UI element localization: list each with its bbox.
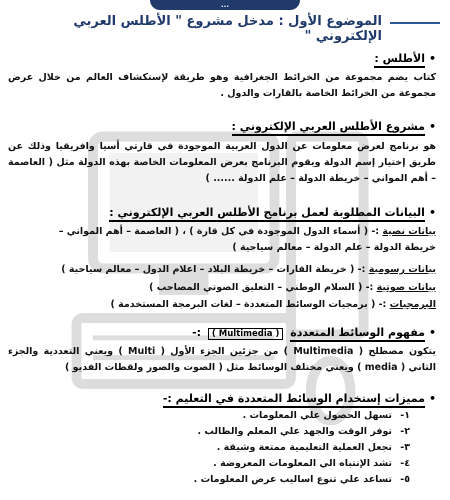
data-line-text-cont: خريطة الدولة – علم الدولة – معالم سياحية ) [232, 242, 436, 253]
list-item: ٢-توفر الوقت والجهد علي المعلم والطالب . [197, 426, 410, 437]
list-item: ١-تسهل الحصول علي المعلومات . [242, 410, 410, 421]
section-atlas-title: •الأطلس : [374, 52, 436, 65]
data-line-audio: بيانات صوتية :- ( السلام الوطني – التعليق الصوتي المصاحب ) [149, 282, 436, 293]
list-item: ٤-تشد الإنتباه الي المعلومات المعروضة . [213, 458, 410, 469]
section-multimedia-title: •مفهوم الوسائط المتعددة ( Multimedia ) :- [192, 326, 436, 339]
data-line-text: بيانات نصية :- ( أسماء الدول الموجودة في كل قارة ) ، ( العاصمة – أهم المواني – [58, 226, 436, 237]
bullet-icon: • [428, 326, 436, 339]
bullet-icon: • [428, 392, 436, 405]
section-project-title: •مشروع الأطلس العربي الإلكتروني : [232, 120, 436, 133]
bullet-icon: • [428, 120, 436, 133]
bullet-icon: • [428, 52, 436, 65]
multimedia-definition: يتكون مصطلح ( Multimedia ) من جزئين الجزء الأول ( Multi ) ويعني التعددية والجزء الثاني ( media ) ويعني مختلف الوسائط مثل ( الصوت والصور ولقطات الفديو ) [8, 346, 436, 373]
section-uses-title: •مميزات إستخدام الوسائط المتعددة في التعليم :- [163, 392, 436, 405]
top-banner-text: ... [221, 1, 229, 9]
page-title: الموضوع الأول : مدخل مشروع " الأطلس العربي الإلكتروني " [0, 14, 390, 44]
top-banner [150, 0, 300, 10]
multimedia-en-badge: ( Multimedia ) [208, 328, 283, 340]
project-definition: هو برنامج لعرض معلومات عن الدول العربية الموجودة في قارتي أسيا وافريقيا وذلك عن طريق إختيار إسم الدولة ويقوم البرنامج بعرض المعلومات الخاصة بهذه الدولة مثل ( العاصمة – أهم المواني – خريطة الدولة – علم الدولة ...... ) [8, 141, 436, 184]
list-item: ٥-تساعد علي تنوع اساليب عرض المعلومات . [193, 474, 410, 485]
uses-list [194, 408, 410, 488]
data-line-software: البرمجيات :- ( برمجيات الوسائط المتعددة – لغات البرمجة المستخدمة ) [110, 299, 436, 310]
list-item: ٣-تجعل العملية التعليمية ممتعة وشيقة . [216, 442, 410, 453]
bullet-icon: • [428, 206, 436, 219]
atlas-definition: كتاب يضم مجموعة من الخرائط الجغرافية وهو طريقة لإستكشاف العالم من خلال عرض مجموعة من الخرائط الخاصة بالقارات والدول . [8, 72, 436, 99]
data-line-graphics: بيانات رسومية :- ( خريطة القارات – خريطة البلاد – اعلام الدول – معالم سياحية ) [61, 264, 436, 275]
section-data-title: •البيانات المطلوبة لعمل برنامج الأطلس العربي الإلكتروني : [109, 206, 436, 219]
